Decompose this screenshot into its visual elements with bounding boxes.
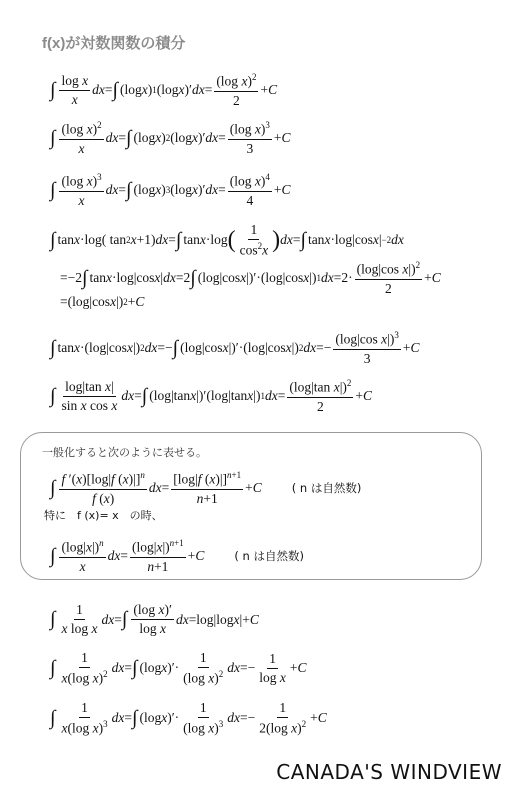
formula-4-line-3: =(log|cos x |) 2 + C	[60, 294, 145, 309]
formula-8: ∫ $\frac{1}{x(\log x)^2}$ dx = ∫ (log x )′· $\frac{1}{(\log x)^2}$ dx =− $\frac{1}{\text{log x}}$ + C	[50, 650, 307, 686]
formula-1: ∫ $\frac{\text{log x}}{x}$ dx = ∫ (log x ) 1 (log x )′ dx = $\frac{(\log x)^2}{2}$ + C	[50, 72, 278, 108]
formula-general: ∫ $\frac{f '(x)[\log|f (x)|]^n}{f (x)}$ dx = $\frac{[\log|f (x)|]^{n+1}}{n+1}$ + C ( n は自然数)	[50, 470, 362, 506]
formula-6: ∫ $\frac{\text{log|tan x|}}{\text{sin x cos x}}$ dx = ∫ (log|tan x |)′(log|tan x |) 1 dx = $\frac{(\log|\tan x|)^2}{2}$ + C	[50, 378, 373, 414]
formula-special: ∫ $\frac{(\log|x|)^n}{x}$ dx = $\frac{(\log|x|)^{n+1}}{n+1}$ + C ( n は自然数)	[50, 538, 304, 574]
formula-3: ∫ $\frac{(\log x)^3}{x}$ dx = ∫ (log x ) 3 (log x )′ dx = $\frac{(\log x)^4}{4}$ + C	[50, 172, 291, 208]
box-caption: 一般化すると次のように表せる。	[42, 446, 207, 459]
special-case-text: 特に f (x)= x の時、	[44, 509, 163, 522]
page-title: f(x)が対数関数の積分	[42, 35, 186, 52]
formula-7: ∫ $\frac{1}{\text{x log x}}$ dx = ∫ $\frac{\text{(log x)′}}{\text{log x}}$ dx =log|log x |+ C	[50, 602, 259, 636]
formula-4-line-1: ∫ tan x ·log( tan 2 x +1) dx = ∫ tan x ·log ( $\frac{1}{\cos^2x}$ ) dx = ∫ tan x ·log|cos x | −2 dx	[50, 222, 404, 258]
formula-4-line-2: =−2 ∫ tan x ·log|cos x | dx =2 ∫ (log|cos x |)′·(log|cos x |) 1 dx =2· $\frac{(\log|\cos x|)^2}{2}$ + C	[60, 260, 441, 296]
natural-number-note-2: ( n は自然数)	[234, 549, 304, 564]
natural-number-note-1: ( n は自然数)	[291, 481, 362, 496]
brand-watermark: CANADA'S WINDVIEW	[276, 760, 502, 784]
formula-9: ∫ $\frac{1}{x(\log x)^3}$ dx = ∫ (log x )′· $\frac{1}{(\log x)^3}$ dx =− $\frac{1}{2(\log x)^2}$ + C	[50, 700, 327, 736]
formula-2: ∫ $\frac{(\log x)^2}{x}$ dx = ∫ (log x ) 2 (log x )′ dx = $\frac{(\log x)^3}{3}$ + C	[50, 120, 291, 156]
formula-5: ∫ tan x ·(log|cos x |) 2 dx =− ∫ (log|cos x |)′·(log|cos x |) 2 dx =− $\frac{(\log|\cos x|)^3}{3}$ + C	[50, 330, 420, 366]
